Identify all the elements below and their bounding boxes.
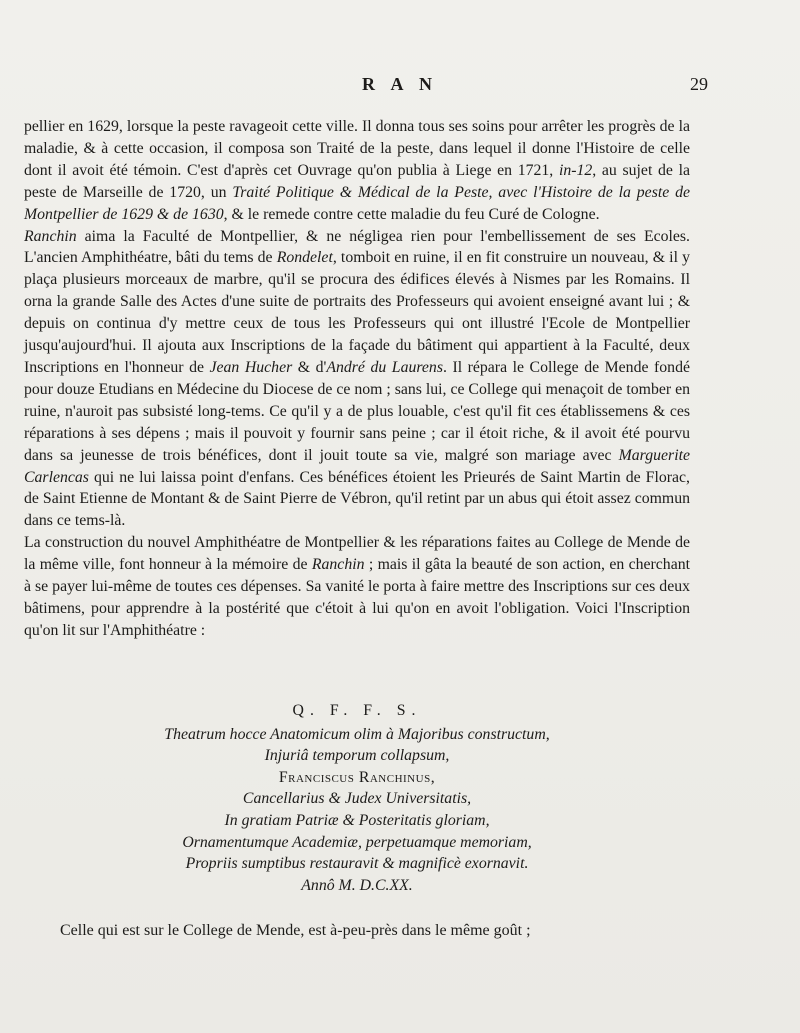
inscription-line: Franciscus Ranchinus, xyxy=(278,768,436,786)
text-run: ; mais il gâta la beauté de son action, en cherchant à se payer lui-même de toutes ces dépenses. Sa vanité le porta à faire mettre des Inscriptions sur ces deux bâtimens, pour apprendre à la postérité que c'étoit à lui qu'on en avoit l'obligation. Voici l'Inscription qu'on lit sur l'Amphithéatre : xyxy=(24,556,690,639)
paragraph-1 xyxy=(24,116,690,226)
text-run: , au sujet de la peste de Marseille de 1720, un xyxy=(24,161,690,201)
inscription-line: Ornamentumque Academiæ, perpetuamque memoriam, xyxy=(182,833,532,851)
page-header xyxy=(0,74,800,104)
italic-text-run: in-12 xyxy=(558,161,593,179)
italic-text-run: Rondelet xyxy=(276,249,333,267)
inscription-heading: Q. F. F. S. xyxy=(292,702,422,719)
text-run: . Il répara le College de Mende fondé pour douze Etudians en Médecine du Diocese de ce nom ; sans lui, ce College qui menaçoit de tomber en ruine, n'auroit pas subsisté long-tems. Ce qu'il y a de plus louable, c'est qu'il fit ces établissemens & ces réparations à ses dépens ; mais il pouvoit y fournir sans peine ; car il étoit riche, & il avoit été pourvu dans sa jeunesse de trois bénéfices, dont il jouit toute sa vie, malgré son mariage avec xyxy=(24,358,690,464)
inscription-block xyxy=(24,700,690,896)
text-run: La construction du nouvel Amphithéatre de Montpellier & les réparations faites au College de Mende de la même ville, font honneur à la mémoire de xyxy=(24,534,690,574)
italic-text-run: Marguerite Carlencas xyxy=(24,446,690,486)
text-run: aima la Faculté de Montpellier, & ne négligea rien pour l'embellissement de ses Ecoles. L'ancien Amphithéatre, bâti du tems de xyxy=(24,227,690,267)
text-run: pellier en 1629, lorsque la peste ravageoit cette ville. Il donna tous ses soins pour arrêter les progrès de la maladie, & à cette occasion, il composa son Traité de la peste, dans lequel il donne l'Histoire de celle dont il avoit été témoin. C'est d'après cet Ouvrage qu'on publia à Liege en 1721, xyxy=(24,118,690,179)
italic-text-run: Traité Politique & Médical de la Peste, avec l'Histoire de la peste de Montpellier de 1629 & de 1630 xyxy=(24,183,690,223)
italic-text-run: Ranchin xyxy=(311,556,365,574)
text-run: , & le remede contre cette maladie du feu Curé de Cologne. xyxy=(223,205,600,223)
italic-text-run: André du Laurens xyxy=(326,358,443,376)
page-number: 29 xyxy=(690,74,708,94)
inscription-line: Propriis sumptibus restauravit & magnificè exornavit. xyxy=(185,855,529,873)
closing-line: Celle qui est sur le College de Mende, est à-peu-près dans le même goût ; xyxy=(60,922,531,939)
running-head: R A N xyxy=(361,74,438,94)
text-run: qui ne lui laissa point d'enfans. Ces bénéfices étoient les Prieurés de Saint Martin de Florac, de Saint Etienne de Montant & de Saint Pierre de Vébron, qu'il retint par un abus qui étoit assez commun dans ce tems-là. xyxy=(24,468,690,530)
inscription-line: Cancellarius & Judex Universitatis, xyxy=(242,790,472,808)
inscription-line: Annô M. D.C.XX. xyxy=(301,876,413,894)
italic-text-run: Ranchin xyxy=(24,227,77,245)
paragraph-3 xyxy=(24,532,690,642)
text-run: & d' xyxy=(292,358,327,376)
inscription-line: In gratiam Patriæ & Posteritatis gloriam, xyxy=(224,811,490,829)
main-text xyxy=(24,116,690,642)
italic-text-run: Jean Hucher xyxy=(209,358,293,376)
paragraph-2 xyxy=(24,226,690,533)
text-run: , tomboit en ruine, il en fit construire un nouveau, & il y plaça plusieurs morceaux de marbre, qu'il se procura des édifices élevés à Nismes par les Romains. Il orna la grande Salle des Actes d'une suite de portraits des Professeurs qui avoient enseigné avant lui ; & depuis on continua d'y mettre ceux de tous les Professeurs qui ont illustré l'Ecole de Montpellier jusqu'aujourd'hui. Il ajouta aux Inscriptions de la façade du bâtiment qui appartient à la Faculté, deux Inscriptions en l'honneur de xyxy=(24,249,690,376)
inscription-line: Theatrum hocce Anatomicum olim à Majoribus constructum, xyxy=(164,725,550,743)
inscription-line: Injuriâ temporum collapsum, xyxy=(264,747,450,765)
